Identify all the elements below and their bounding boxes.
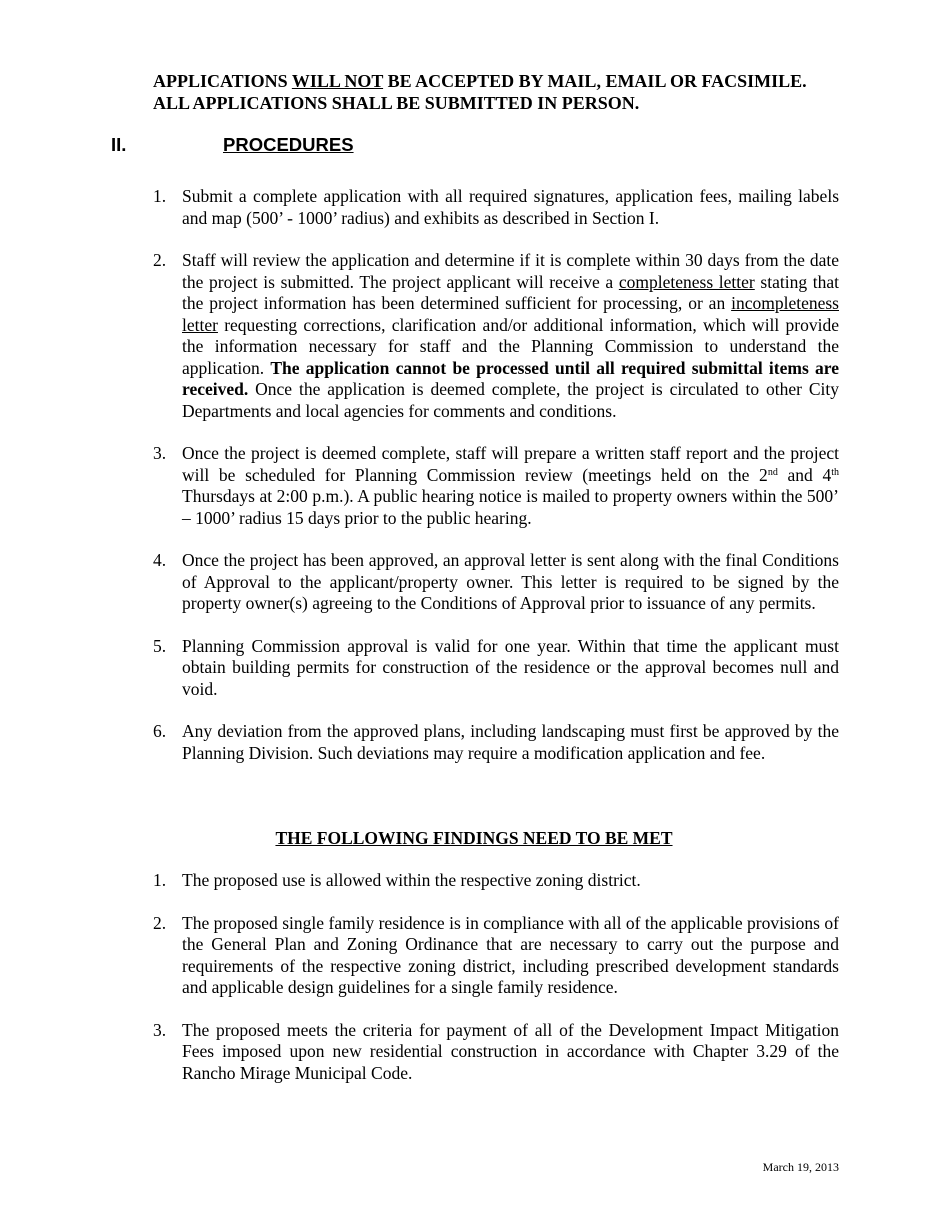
item-number: 1. [153, 870, 167, 890]
footer-date: March 19, 2013 [762, 1160, 839, 1174]
findings-title: THE FOLLOWING FINDINGS NEED TO BE MET [275, 828, 673, 848]
item-text: The proposed use is allowed within the respective zoning district. [182, 870, 641, 890]
item-number: 3. [153, 443, 167, 463]
procedure-item [153, 721, 839, 764]
section-number: II. [111, 134, 127, 155]
procedure-item [153, 636, 839, 701]
procedure-item: 3. Once the project is deemed complete, staff will prepare a written staff report and the project will be scheduled for Planning Commission review (meetings held on the 2nd and 4th Thursdays at 2:00 p.m.). A public hearing notice is mailed to property owners within the 500’ – 1000’ radius 15 days prior to the public hearing. [153, 443, 839, 528]
procedure-item: 2. Staff will review the application and determine if it is complete within 30 days from the date the project is submitted. The project applicant will receive a completeness letter stating that the project information has been determined sufficient for processing, or an incompleteness letter requesting corrections, clarification and/or additional information, which will provide the information necessary for staff and the Planning Commission to understand the application. The application cannot be processed until all required submittal items are received. Once the application is deemed complete, the project is circulated to other City Departments and local agencies for comments and conditions. [153, 250, 840, 421]
procedure-item [153, 550, 839, 615]
item-text: Submit a complete application with all required signatures, application fees, mailing labels and map (500’ - 1000’ radius) and exhibits as described in Section I. [182, 186, 839, 228]
item-text: Planning Commission approval is valid for one year. Within that time the applicant must obtain building permits for construction of the residence or the approval becomes null and void. [182, 635, 839, 699]
processing-warning: The application cannot be processed until all required submittal items are received. [182, 357, 839, 399]
procedures-list [153, 186, 839, 785]
item-number: 5. [153, 635, 167, 656]
section-title: PROCEDURES [223, 134, 354, 155]
submission-notice [153, 70, 853, 114]
incompleteness-letter-term: incompleteness letter [182, 293, 839, 335]
procedure-item [153, 186, 839, 229]
finding-item [153, 913, 839, 999]
item-number: 4. [153, 550, 167, 570]
notice-line-1: APPLICATIONS WILL NOT BE ACCEPTED BY MAIL, EMAIL OR FACSIMILE. [153, 71, 807, 91]
notice-line-2: ALL APPLICATIONS SHALL BE SUBMITTED IN PERSON. [153, 93, 640, 113]
finding-item [153, 870, 839, 892]
finding-item [153, 1020, 839, 1085]
will-not-emphasis: WILL NOT [291, 71, 384, 91]
item-text: The proposed single family residence is in compliance with all of the applicable provisions of the General Plan and Zoning Ordinance that are necessary to carry out the purpose and requirements of the respective zoning district, including prescribed development standards and applicable design guidelines for a single family residence. [182, 912, 839, 997]
item-number: 2. [153, 250, 167, 270]
item-text: Any deviation from the approved plans, including landscaping must first be approved by the Planning Division. Such deviations may require a modification application and fee. [182, 721, 839, 763]
item-number: 6. [153, 721, 167, 741]
item-number: 2. [153, 912, 167, 933]
item-number: 3. [153, 1019, 167, 1040]
findings-list [153, 870, 839, 1105]
item-text: Once the project has been approved, an approval letter is sent along with the final Conditions of Approval to the applicant/property owner. This letter is required to be signed by the property owner(s) agreeing to the Conditions of Approval prior to issuance of any permits. [182, 550, 839, 613]
completeness-letter-term: completeness letter [618, 271, 755, 292]
item-number: 1. [153, 186, 167, 206]
item-text: The proposed meets the criteria for payment of all of the Development Impact Mitigation Fees imposed upon new residential construction in accordance with Chapter 3.29 of the Rancho Mirage Municipal Code. [182, 1019, 839, 1083]
